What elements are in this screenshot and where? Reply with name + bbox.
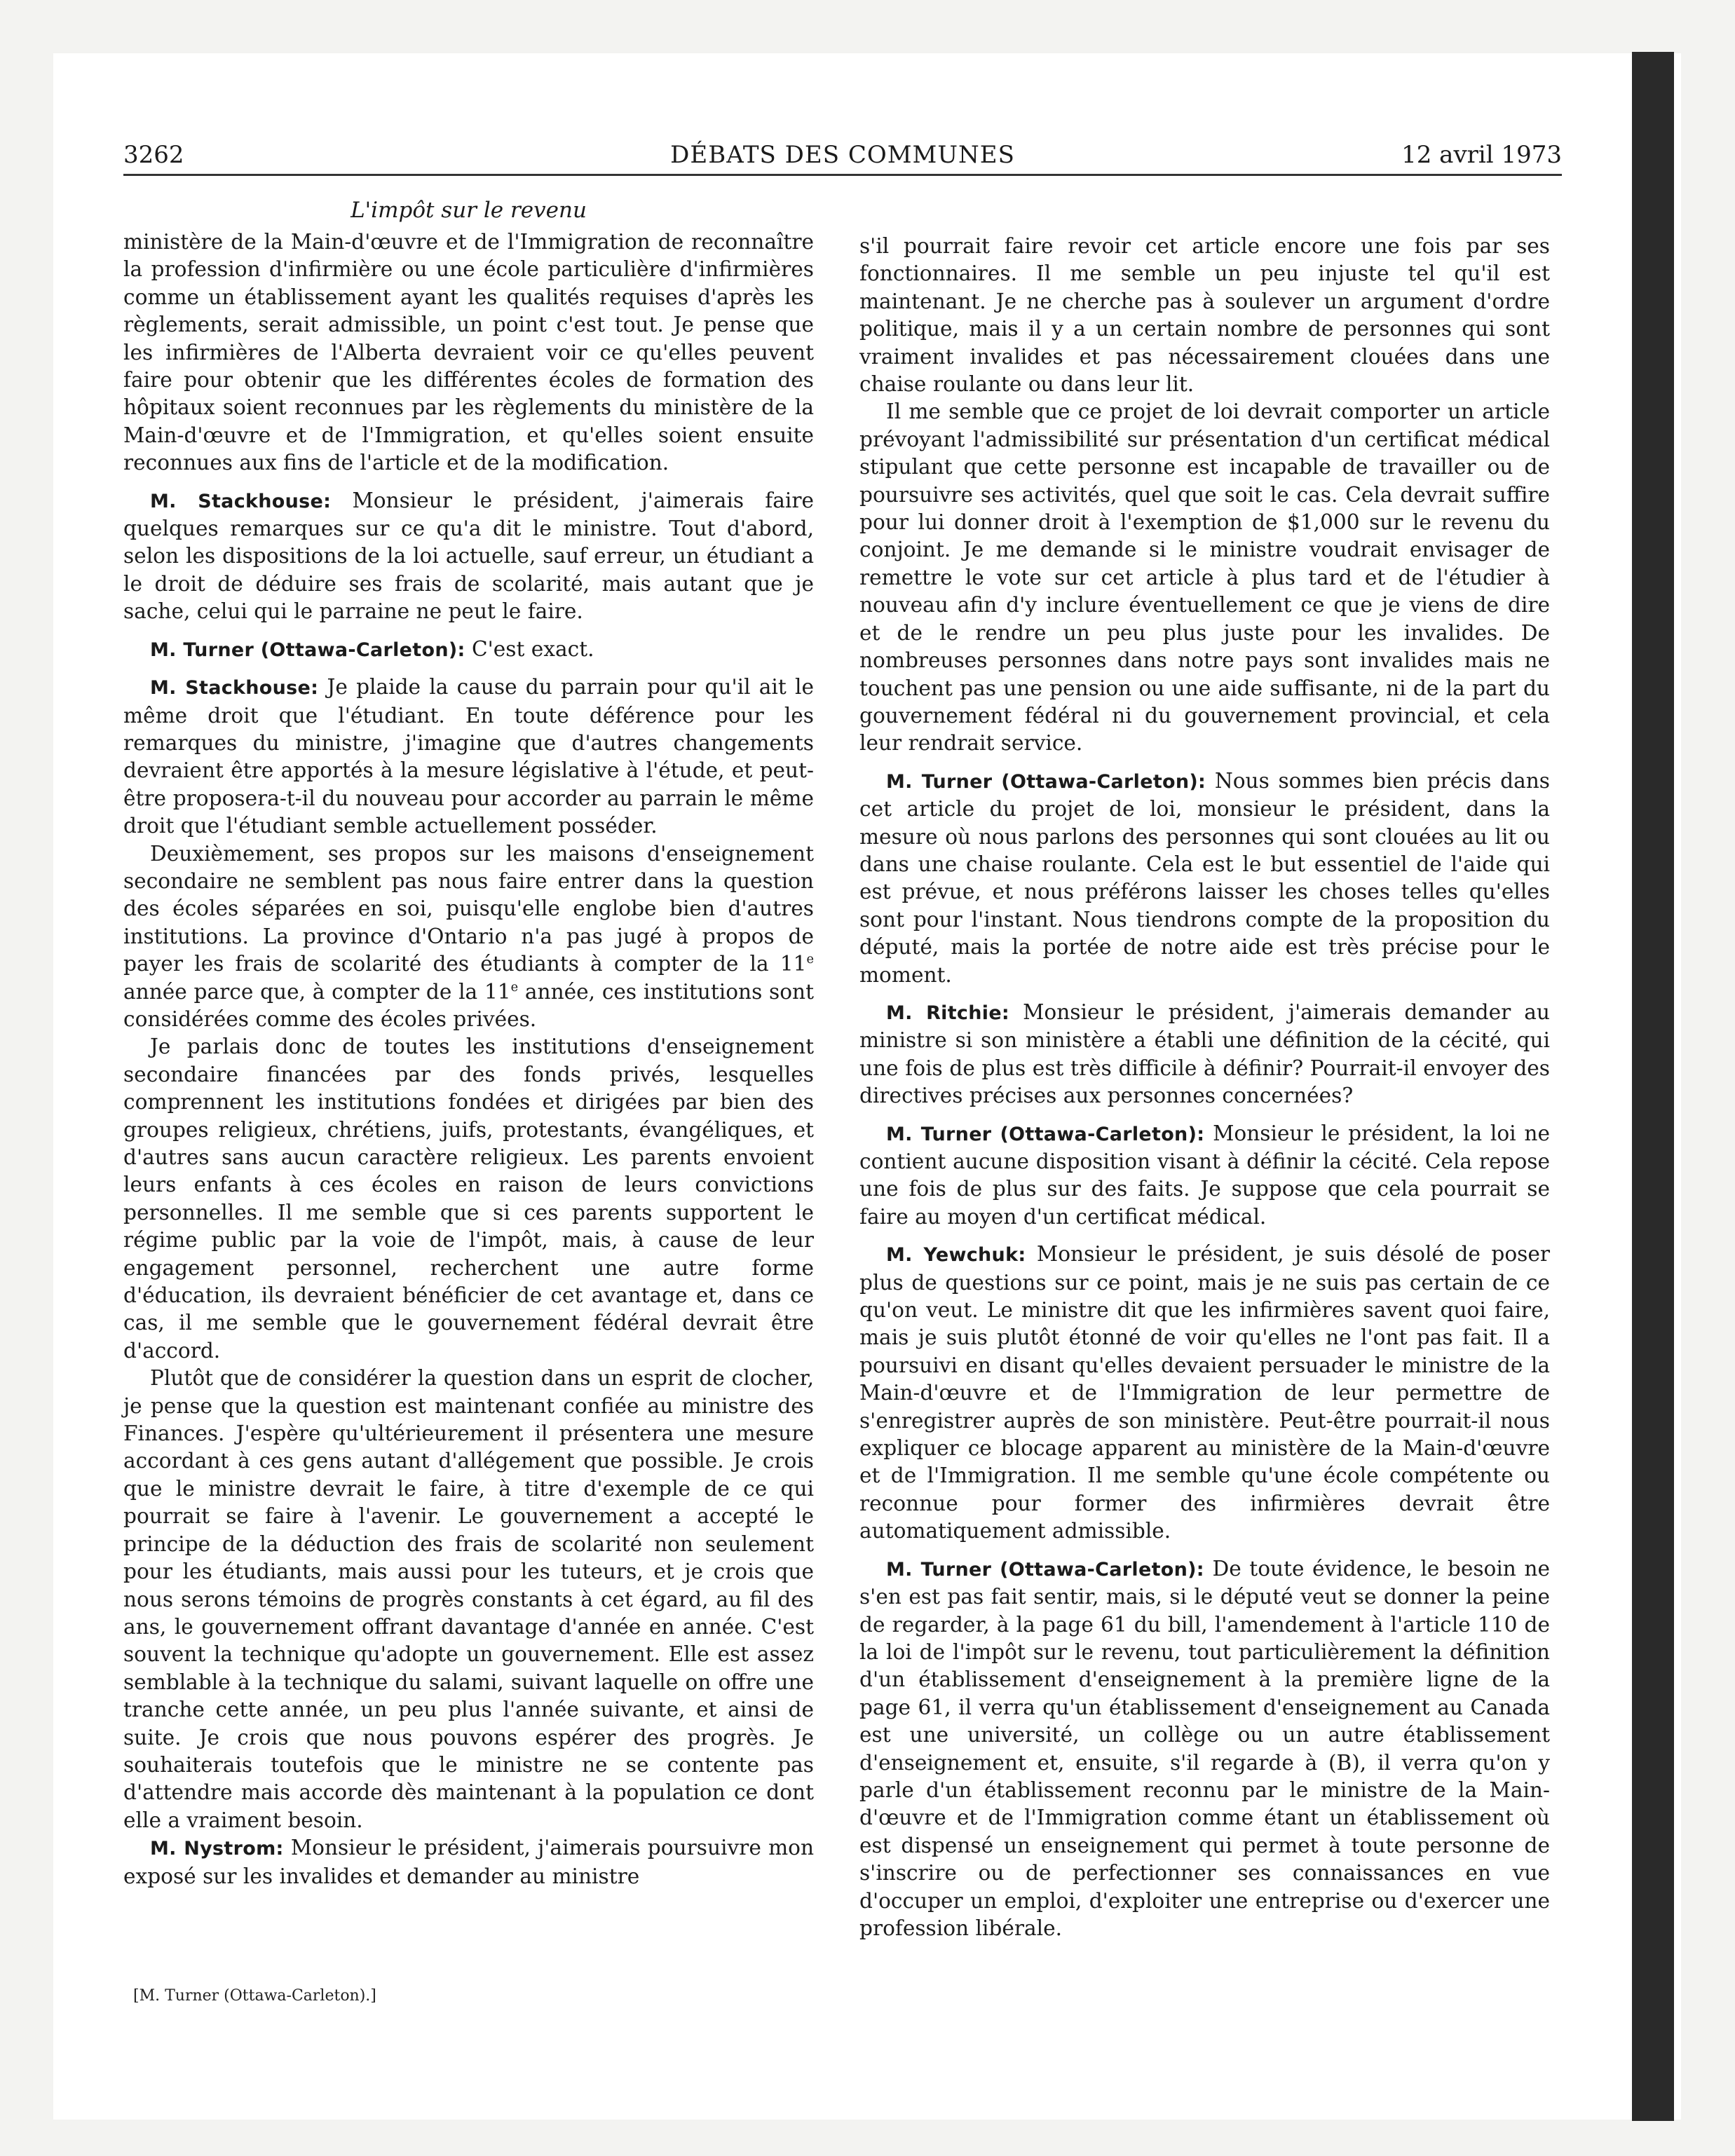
paragraph [123,840,814,1034]
right-column [859,233,1550,1952]
speech-text: Monsieur le président, j'aimerais demander au ministre si son ministère a établi une définition de la cécité, qui une fois de plus est très difficile à définir? Pourrait-il envoyer des directives précises aux personnes concernées? [859,999,1550,1108]
superscript: e [806,953,814,967]
sitting-date: 12 avril 1973 [1401,141,1562,169]
paragraph [123,1834,814,1890]
speaker-name: M. Turner (Ottawa-Carleton): [886,770,1206,793]
speech-text: Monsieur le président, j'aimerais faire quelques remarques sur ce qu'a dit le ministre. Tout d'abord, selon les dispositions de la loi actuelle, sauf erreur, un étudiant a le droit de déduire ses frais de scolarité, mais autant que je sache, celui qui le parraine ne peut le faire. [123,488,814,624]
paragraph: Il me semble que ce projet de loi devrait comporter un article prévoyant l'admissibilité sur présentation d'un certificat médical stipulant que cette personne est incapable de travailler ou de poursuivre ses activités, quel que soit le cas. Cela devrait suffire pour lui donner droit à l'exemption de $1,000 sur le revenu du conjoint. Je me demande si le ministre voudrait envisager de remettre le vote sur cet article à plus tard et de l'étudier à nouveau afin d'y inclure éventuellement ce que je viens de dire et de le rendre un peu plus juste pour les invalides. De nombreuses personnes dans notre pays sont invalides mais ne touchent pas une pension ou une aide suffisante, ni de la part du gouvernement fédéral ni du gouvernement provincial, et cela leur rendrait service. [859,400,1550,756]
speech-text: De toute évidence, le besoin ne s'en est pas fait sentir, mais, si le député veut se donner la peine de regarder, à la page 61 du bill, l'amendement à l'article 110 de la loi de l'impôt sur le revenu, tout particulièrement la définition d'un établissement d'enseignement à la première ligne de la page 61, il verra qu'un établissement d'enseignement au Canada est une université, un collège ou un autre établissement d'enseignement et, ensuite, s'il regarde à (B), il verra qu'on y parle d'un établissement reconnu par le ministre de la Main-d'œuvre et de l'Immigration comme étant un établissement où est dispensé un enseignement qui permet à toute personne de s'inscrire ou de perfectionner ses connaissances en vue d'occuper un emploi, d'exploiter une entreprise ou d'exercer une profession libérale. [859,1556,1550,1940]
paragraph: Je parlais donc de toutes les institutions d'enseignement secondaire financées par des fonds privés, lesquelles comprennent les institutions fondées et dirigées par bien des groupes religieux, chrétiens, juifs, protestants, évangéliques, et d'autres sans aucun caractère religieux. Les parents envoient leurs enfants à ces écoles en raison de leurs convictions personnelles. Il me semble que si ces parents supportent le régime public par la voie de l'impôt, mais, à cause de leur engagement personnel, recherchent une autre forme d'éducation, ils devraient bénéficier de cet avantage et, dans ce cas, il me semble que le gouvernement fédéral devrait être d'accord. [123,1035,814,1363]
paragraph [859,999,1550,1110]
publication-title: DÉBATS DES COMMUNES [670,141,1015,169]
paragraph [123,487,814,626]
speaker-name: M. Stackhouse: [150,677,319,700]
page-header [123,137,1562,176]
paragraph [859,1555,1550,1943]
speaker-name: M. Turner (Ottawa-Carleton): [150,639,465,661]
speech-text: année, ces institutions sont considérées comme des écoles privées. [123,979,814,1031]
speech-text: Je plaide la cause du parrain pour qu'il ait le même droit que l'étudiant. En toute déférence pour les remarques du ministre, j'imagine que d'autres changements devraient être apportés à la mesure législative à l'étude, et peut-être proposera-t-il du nouveau pour accorder au parrain le même droit que l'étudiant semble actuellement posséder. [123,675,814,838]
speech-text: Monsieur le président, j'aimerais poursuivre mon exposé sur les invalides et demander au ministre [123,1836,815,1888]
speech-text: année parce que, à compter de la 11 [123,979,511,1004]
speaker-name: M. Turner (Ottawa-Carleton): [886,1558,1204,1581]
speech-text: C'est exact. [472,636,594,661]
paragraph [859,1120,1550,1231]
paragraph [859,1241,1550,1545]
speech-text: Monsieur le président, je suis désolé de poser plus de questions sur ce point, mais je ne suis pas certain de ce qu'on veut. Le ministre dit que les infirmières savent quoi faire, mais je suis plutôt étonné de voir qu'elles ne l'ont pas fait. Il a poursuivi en disant qu'elles devaient persuader le ministre de la Main-d'œuvre et de l'Immigration de leur permettre de s'enregistrer auprès de son ministère. Peut-être pourrait-il nous expliquer ce blocage apparent au ministère de la Main-d'œuvre et de l'Immigration. Il me semble qu'une école compétente ou reconnue pour former des infirmières devrait être automatiquement admissible. [859,1242,1550,1543]
paragraph [123,674,814,840]
paragraph: Plutôt que de considérer la question dans un esprit de clocher, je pense que la question est maintenant confiée au ministre des Finances. J'espère qu'ultérieurement il présentera une mesure accordant à ces gens autant d'allégement que possible. Je crois que le ministre devrait le faire, à titre d'exemple de ce qui pourrait se faire à l'avenir. Le gouvernement a accepté le principe de la déduction des frais de scolarité non seulement pour les étudiants, mais aussi pour les tuteurs, et je crois que nous serons témoins de progrès constants à cet égard, au fil des ans, le gouvernement offrant davantage d'année en année. C'est souvent la technique qu'adopte un gouvernement. Elle est assez semblable à la technique du salami, suivant laquelle on offre une tranche cette année, un peu plus l'année suivante, et ainsi de suite. Je crois que nous pouvons espérer des progrès. Je souhaiterais toutefois que le ministre ne se contente pas d'attendre mais accorde dès maintenant à la population ce dont elle a vraiment besoin. [123,1366,814,1832]
paragraph [123,636,814,664]
superscript: e [510,980,519,995]
paragraph: s'il pourrait faire revoir cet article encore une fois par ses fonctionnaires. Il me semble un peu injuste tel qu'il est maintenant. Je ne cherche pas à soulever un argument d'ordre politique, mais il y a un certain nombre de personnes qui sont vraiment invalides et pas nécessairement clouées dans une chaise roulante ou dans leur lit. [859,234,1550,397]
speaker-name: M. Nystrom: [150,1838,284,1860]
speaker-name: M. Stackhouse: [150,490,332,512]
section-title: L'impôt sur le revenu [351,198,587,223]
paragraph: ministère de la Main-d'œuvre et de l'Immigration de reconnaître la profession d'infirmière ou une école particulière d'infirmières comme un établissement ayant les qualités requises d'après les règlements, serait admissible, un point c'est tout. Je pense que les infirmières de l'Alberta devraient voir ce qu'elles peuvent faire pour obtenir que les différentes écoles de formation des hôpitaux soient reconnues par les règlements du ministère de la Main-d'œuvre et de l'Immigration, et qu'elles soient ensuite reconnues aux fins de l'article et de la modification. [123,230,814,475]
speaker-name: M. Turner (Ottawa-Carleton): [886,1123,1205,1145]
scan-edge-bar [1632,52,1674,2121]
left-column [123,228,814,1890]
speaker-name: M. Yewchuk: [886,1244,1026,1267]
speech-text: Monsieur le président, la loi ne contient aucune disposition visant à définir la cécité. Cela repose une fois de plus sur des faits. Je suppose que cela pourrait se faire au moyen d'un certificat médical. [859,1121,1550,1229]
speech-text: Deuxièmement, ses propos sur les maisons d'enseignement secondaire ne semblent pas nous faire entrer dans la question des écoles séparées en soi, puisqu'elle englobe bien d'autres institutions. La province d'Ontario n'a pas jugé à propos de payer les frais de scolarité des étudiants à compter de la 11 [123,841,814,976]
paragraph [859,767,1550,989]
page-number: 3262 [123,141,184,169]
footnote: [M. Turner (Ottawa-Carleton).] [133,1987,376,2005]
speaker-name: M. Ritchie: [886,1002,1010,1024]
speech-text: Nous sommes bien précis dans cet article du projet de loi, monsieur le président, dans la mesure où nous parlons des personnes qui sont clouées au lit ou dans une chaise roulante. Cela est le but essentiel de l'aide qui est prévue, et nous préférons laisser les choses telles qu'elles sont pour l'instant. Nous tiendrons compte de la proposition du député, mais la portée de notre aide est très précise pour le moment. [859,768,1550,987]
